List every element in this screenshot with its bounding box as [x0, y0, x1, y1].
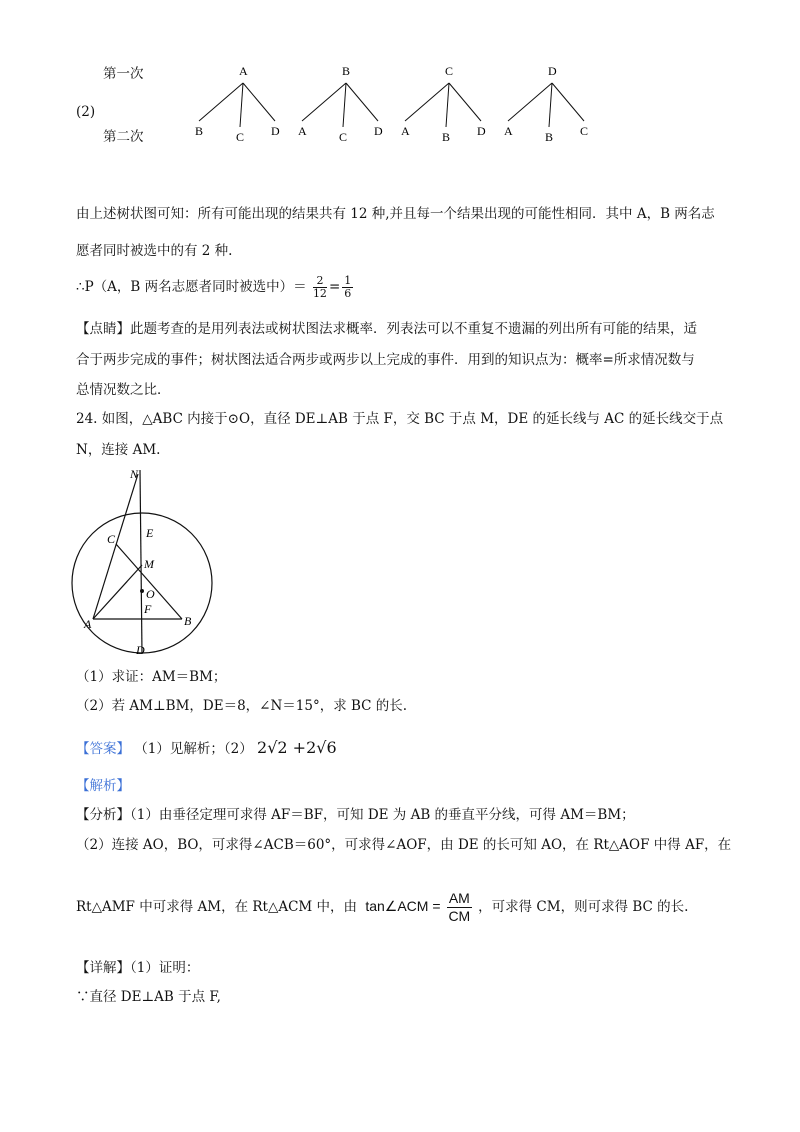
dianjing-text-1: 此题考查的是用列表法或树状图法求概率．列表法可以不重复不遗漏的列出所有可能的结果，适: [130, 321, 697, 337]
fenxi-text-3a: Rt△AMF 中可求得 AM，在 Rt△ACM 中，由: [76, 899, 358, 915]
question-24-line-2: N，连接 AM.: [76, 442, 161, 458]
prob-fraction-1: [313, 275, 327, 300]
prob-f1-num: 2: [313, 275, 327, 288]
tree-branch: [449, 83, 481, 121]
tree-branch: [343, 83, 346, 127]
tree-branch: [405, 83, 449, 121]
tree-leaf-node: C: [580, 124, 589, 138]
prob-prefix: ∴P（A，B 两名志愿者同时被选中）＝: [76, 279, 307, 295]
tree-leaf-node: A: [401, 124, 410, 138]
fenxi-tag: 【分析】: [76, 807, 130, 823]
tree-root-node: C: [445, 64, 454, 78]
text-p1b: 愿者同时被选中的有 2 种.: [76, 243, 233, 259]
label-d: D: [136, 643, 145, 657]
tree-leaf-node: D: [271, 124, 280, 138]
tree-branch: [446, 83, 449, 127]
tree-leaf-node: A: [504, 124, 513, 138]
tree-branch: [199, 83, 243, 121]
tree-leaf-node: B: [442, 130, 451, 144]
xiangjie-line: [76, 958, 199, 978]
tree-leaf-node: D: [477, 124, 486, 138]
label-f: F: [144, 602, 152, 616]
segment-am: [93, 565, 142, 619]
text-p1a: 由上述树状图可知：所有可能出现的结果共有 12 种,并且每一个结果出现的可能性相同．其中 A，B 两名志: [76, 206, 715, 222]
tree-branch: [243, 83, 275, 121]
sub-question-2: （2）若 AM⊥BM，DE＝8，∠N＝15°，求 BC 的长.: [76, 698, 408, 714]
label-o: O: [146, 587, 155, 601]
dianjing-tag: 【点睛】: [76, 321, 130, 337]
answer-math: 2√2 +2√6: [257, 738, 337, 757]
fenxi-text-1: （1）由垂径定理可求得 AF＝BF，可知 DE 为 AB 的垂直平分线，可得 AM＝BM；: [130, 807, 635, 823]
segment-nd: [140, 470, 142, 654]
tree-diagram: [180, 55, 620, 155]
tree-second-label: 第二次: [103, 129, 144, 145]
tree-leaf-node: C: [339, 130, 348, 144]
tree-branch: [346, 83, 378, 121]
label-b: B: [184, 614, 192, 628]
tree-leaf-node: B: [195, 124, 204, 138]
tan-den: CM: [448, 908, 471, 924]
point-o: [140, 589, 144, 593]
tree-branch: [302, 83, 346, 121]
tree-leaf-node: A: [298, 124, 307, 138]
sub-question-1: （1）求证：AM＝BM；: [76, 669, 227, 685]
tree-leaf-node: B: [545, 130, 554, 144]
tree-part-label: (2): [76, 104, 96, 120]
xiangjie-tag: 【详解】: [76, 960, 130, 976]
label-n: N: [130, 467, 139, 481]
tree-root-node: D: [548, 64, 557, 78]
label-c: C: [107, 532, 116, 546]
probability-line: [76, 271, 355, 303]
tree-leaf-node: C: [236, 130, 245, 144]
tree-branch: [508, 83, 552, 121]
tree-branch: [549, 83, 552, 127]
label-a: A: [84, 617, 92, 631]
fenxi-line-1: [76, 805, 635, 825]
prob-f2-num: 1: [344, 274, 352, 287]
answer-tag: 【答案】: [76, 741, 130, 757]
tree-branch: [240, 83, 243, 127]
prob-eq: =: [328, 279, 341, 295]
prob-fraction-2: [342, 275, 353, 300]
jiexi-tag: 【解析】: [76, 778, 130, 794]
tree-leaf-node: D: [374, 124, 383, 138]
tree-root-node: A: [239, 64, 248, 78]
answer-text: （1）见解析；（2）: [134, 741, 253, 757]
tan-num: AM: [448, 890, 470, 906]
fenxi-line-3: [76, 888, 688, 925]
fenxi-line-2: （2）连接 AO，BO，可求得∠ACB＝60°，可求得∠AOF，由 DE 的长可知 AO，在 Rt△AOF 中得 AF，在: [76, 837, 732, 853]
xiangjie-text: （1）证明：: [130, 960, 200, 976]
tan-lhs: tan∠ACM =: [365, 898, 441, 914]
tan-fraction: [447, 890, 472, 925]
dianjing-3: 总情况数之比．: [76, 382, 171, 398]
label-e: E: [146, 526, 154, 540]
last-line: ∵直径 DE⊥AB 于点 F,: [76, 989, 221, 1005]
dianjing-1: [76, 319, 697, 339]
answer-line: [76, 735, 337, 762]
tree-branch: [552, 83, 584, 121]
question-24-line-1: 24. 如图，△ABC 内接于⊙O，直径 DE⊥AB 于点 F，交 BC 于点 M，DE 的延长线与 AC 的延长线交于点: [76, 411, 724, 427]
prob-f2-den: 6: [344, 287, 352, 300]
geometry-figure: [70, 460, 220, 660]
prob-f1-den: 12: [312, 287, 327, 300]
fenxi-text-3b: ，可求得 CM，则可求得 BC 的长.: [478, 899, 689, 915]
segment-an: [93, 474, 138, 619]
label-m: M: [144, 557, 154, 571]
tree-root-node: B: [342, 64, 351, 78]
dianjing-2: 合于两步完成的事件；树状图法适合两步或两步以上完成的事件．用到的知识点为：概率=所求情况数与: [76, 352, 695, 368]
tree-first-label: 第一次: [103, 66, 144, 82]
